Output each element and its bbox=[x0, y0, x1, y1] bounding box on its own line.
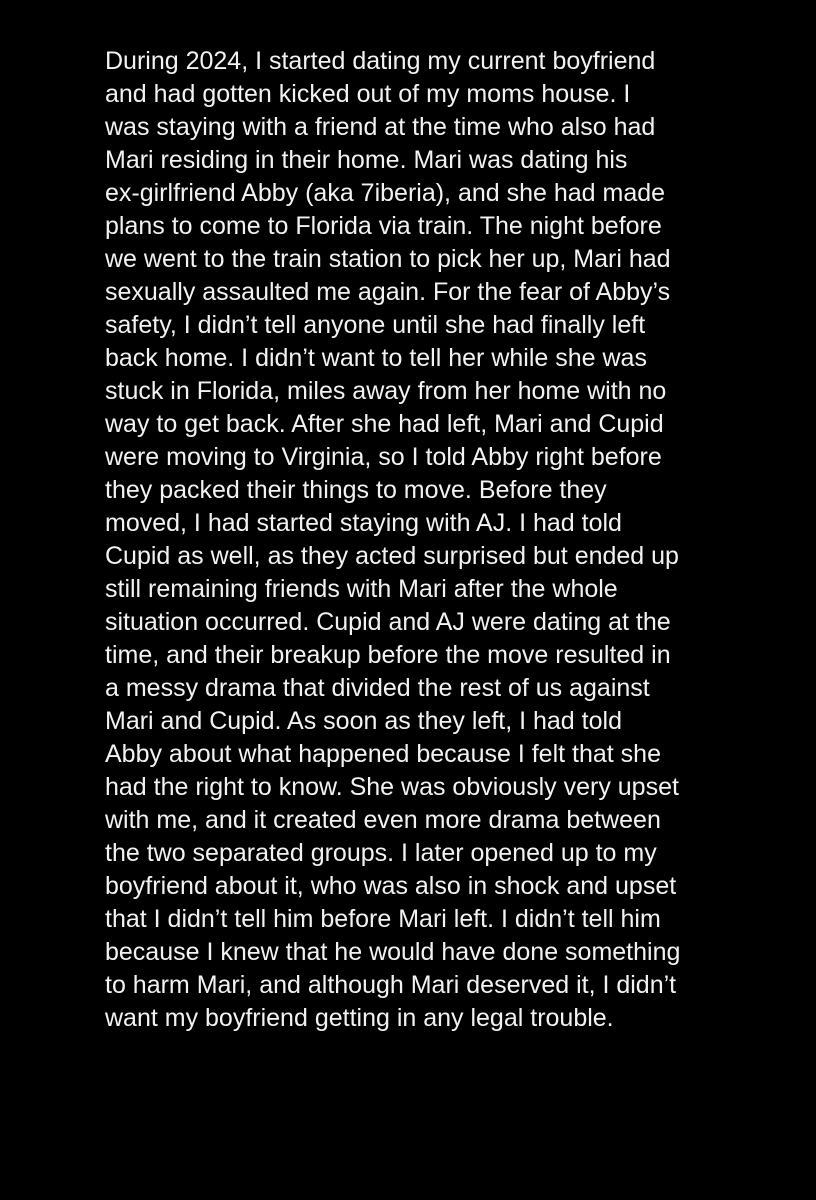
text-line-7: we went to the train station to pick her up, Mari had bbox=[105, 245, 671, 273]
text-line-8: sexually assaulted me again. For the fear of Abby’s bbox=[105, 278, 671, 306]
text-line-30: want my boyfriend getting in any legal trouble. bbox=[105, 1004, 614, 1032]
text-line-5: ex-girlfriend Abby (aka 7iberia), and she had made bbox=[105, 179, 666, 207]
text-line-25: the two separated groups. I later opened up to my bbox=[105, 839, 657, 867]
text-line-26: boyfriend about it, who was also in shock and upset bbox=[105, 872, 677, 900]
text-line-2: and had gotten kicked out of my moms house. I bbox=[105, 80, 631, 108]
text-line-13: were moving to Virginia, so I told Abby right before bbox=[105, 443, 662, 471]
text-line-11: stuck in Florida, miles away from her home with no bbox=[105, 377, 667, 405]
text-line-14: they packed their things to move. Before they bbox=[105, 476, 607, 504]
text-line-3: was staying with a friend at the time who also had bbox=[105, 113, 656, 141]
text-line-10: back home. I didn’t want to tell her while she was bbox=[105, 344, 647, 372]
text-line-22: Abby about what happened because I felt that she bbox=[105, 740, 661, 768]
text-line-29: to harm Mari, and although Mari deserved it, I didn’t bbox=[105, 971, 677, 999]
text-line-18: situation occurred. Cupid and AJ were dating at the bbox=[105, 608, 671, 636]
text-line-20: a messy drama that divided the rest of us against bbox=[105, 674, 650, 702]
text-line-12: way to get back. After she had left, Mari and Cupid bbox=[105, 410, 664, 438]
body-paragraph bbox=[105, 45, 745, 1035]
text-line-15: moved, I had started staying with AJ. I had told bbox=[105, 509, 622, 537]
text-line-21: Mari and Cupid. As soon as they left, I had told bbox=[105, 707, 622, 735]
text-line-1: During 2024, I started dating my current boyfriend bbox=[105, 47, 656, 75]
text-line-6: plans to come to Florida via train. The night before bbox=[105, 212, 662, 240]
text-line-28: because I knew that he would have done something bbox=[105, 938, 681, 966]
text-line-19: time, and their breakup before the move resulted in bbox=[105, 641, 671, 669]
text-line-24: with me, and it created even more drama between bbox=[105, 806, 661, 834]
text-line-4: Mari residing in their home. Mari was dating his bbox=[105, 146, 628, 174]
text-line-9: safety, I didn’t tell anyone until she had finally left bbox=[105, 311, 646, 339]
text-line-27: that I didn’t tell him before Mari left. I didn’t tell him bbox=[105, 905, 661, 933]
text-line-23: had the right to know. She was obviously very upset bbox=[105, 773, 679, 801]
text-line-17: still remaining friends with Mari after the whole bbox=[105, 575, 618, 603]
text-line-16: Cupid as well, as they acted surprised but ended up bbox=[105, 542, 679, 570]
